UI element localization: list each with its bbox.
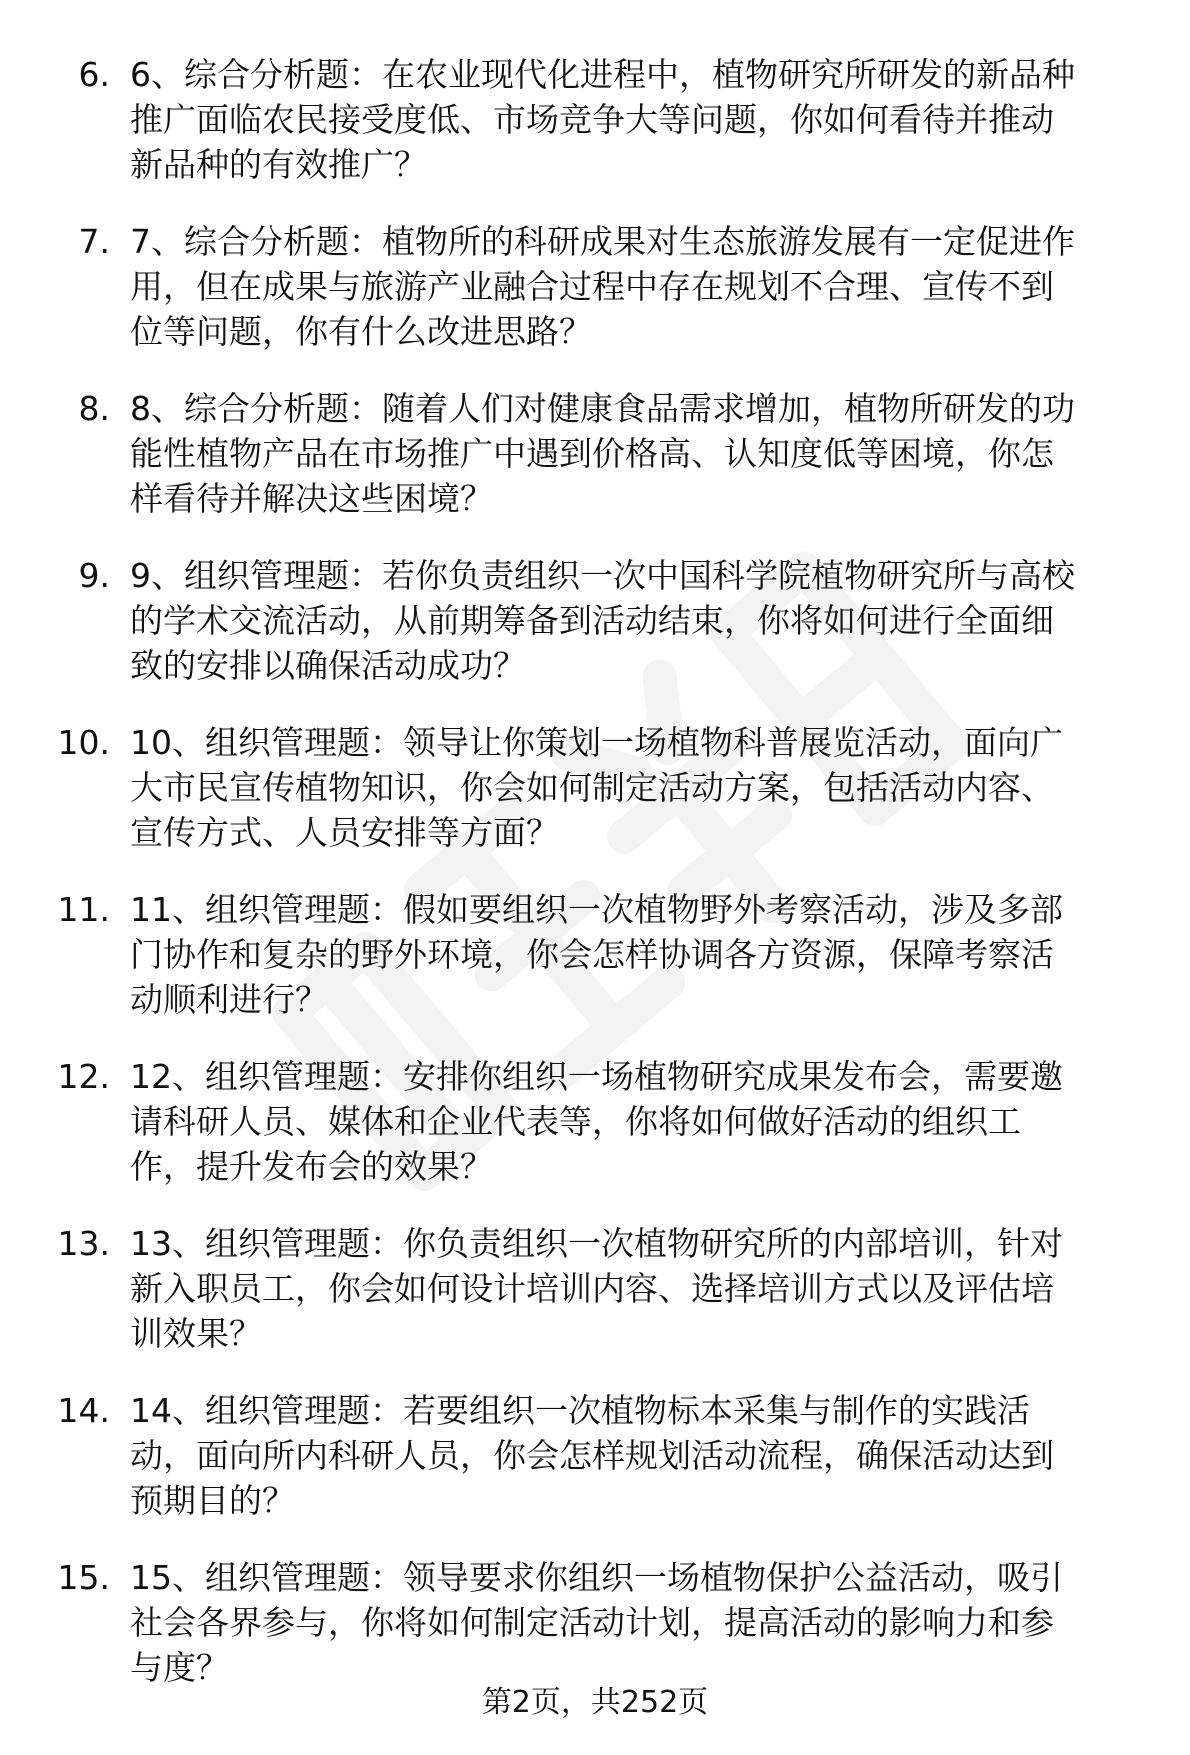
question-item [0, 52, 1190, 219]
question-number: 12. [57, 1057, 110, 1096]
question-number: 8. [78, 389, 110, 428]
question-item [0, 887, 1190, 1054]
question-item [0, 386, 1190, 553]
question-item [0, 720, 1190, 887]
question-text: 11、组织管理题：假如要组织一次植物野外考察活动，涉及多部 门协作和复杂的野外环境，你会怎样协调各方资源，保障考察活 动顺利进行？ [130, 890, 1063, 1019]
question-text: 9、组织管理题：若你负责组织一次中国科学院植物研究所与高校 的学术交流活动，从前期筹备到活动结束，你将如何进行全面细 致的安排以确保活动成功？ [130, 556, 1075, 685]
question-text: 6、综合分析题：在农业现代化进程中，植物研究所研发的新品种 推广面临农民接受度低、市场竞争大等问题，你如何看待并推动 新品种的有效推广？ [130, 55, 1075, 184]
question-number: 6. [78, 55, 110, 94]
question-text: 12、组织管理题：安排你组织一场植物研究成果发布会，需要邀 请科研人员、媒体和企业代表等，你将如何做好活动的组织工 作，提升发布会的效果？ [130, 1057, 1063, 1186]
question-number: 10. [57, 723, 110, 762]
question-number: 7. [78, 222, 110, 261]
question-number: 15. [57, 1558, 110, 1597]
question-text: 13、组织管理题：你负责组织一次植物研究所的内部培训，针对 新入职员工，你会如何设计培训内容、选择培训方式以及评估培 训效果？ [130, 1224, 1063, 1353]
question-item [0, 1221, 1190, 1388]
page-footer: 第2页，共252页 [481, 1685, 709, 1720]
question-text: 7、综合分析题：植物所的科研成果对生态旅游发展有一定促进作 用，但在成果与旅游产业融合过程中存在规划不合理、宣传不到 位等问题，你有什么改进思路？ [130, 222, 1075, 351]
question-text: 10、组织管理题：领导让你策划一场植物科普展览活动，面向广 大市民宣传植物知识，你会如何制定活动方案，包括活动内容、 宣传方式、人员安排等方面？ [130, 723, 1063, 852]
question-item [0, 1388, 1190, 1555]
question-text: 15、组织管理题：领导要求你组织一场植物保护公益活动，吸引 社会各界参与，你将如何制定活动计划，提高活动的影响力和参 与度？ [130, 1558, 1063, 1687]
question-number: 11. [57, 890, 110, 929]
question-number: 13. [57, 1224, 110, 1263]
question-item [0, 219, 1190, 386]
question-item [0, 1054, 1190, 1221]
question-text: 14、组织管理题：若要组织一次植物标本采集与制作的实践活 动，面向所内科研人员，你会怎样规划活动流程，确保活动达到 预期目的？ [130, 1391, 1054, 1520]
question-number: 14. [57, 1391, 110, 1430]
question-list [0, 52, 1190, 1722]
question-number: 9. [78, 556, 110, 595]
question-text: 8、综合分析题：随着人们对健康食品需求增加，植物所研发的功 能性植物产品在市场推广中遇到价格高、认知度低等困境，你怎 样看待并解决这些困境？ [130, 389, 1075, 518]
question-item [0, 553, 1190, 720]
